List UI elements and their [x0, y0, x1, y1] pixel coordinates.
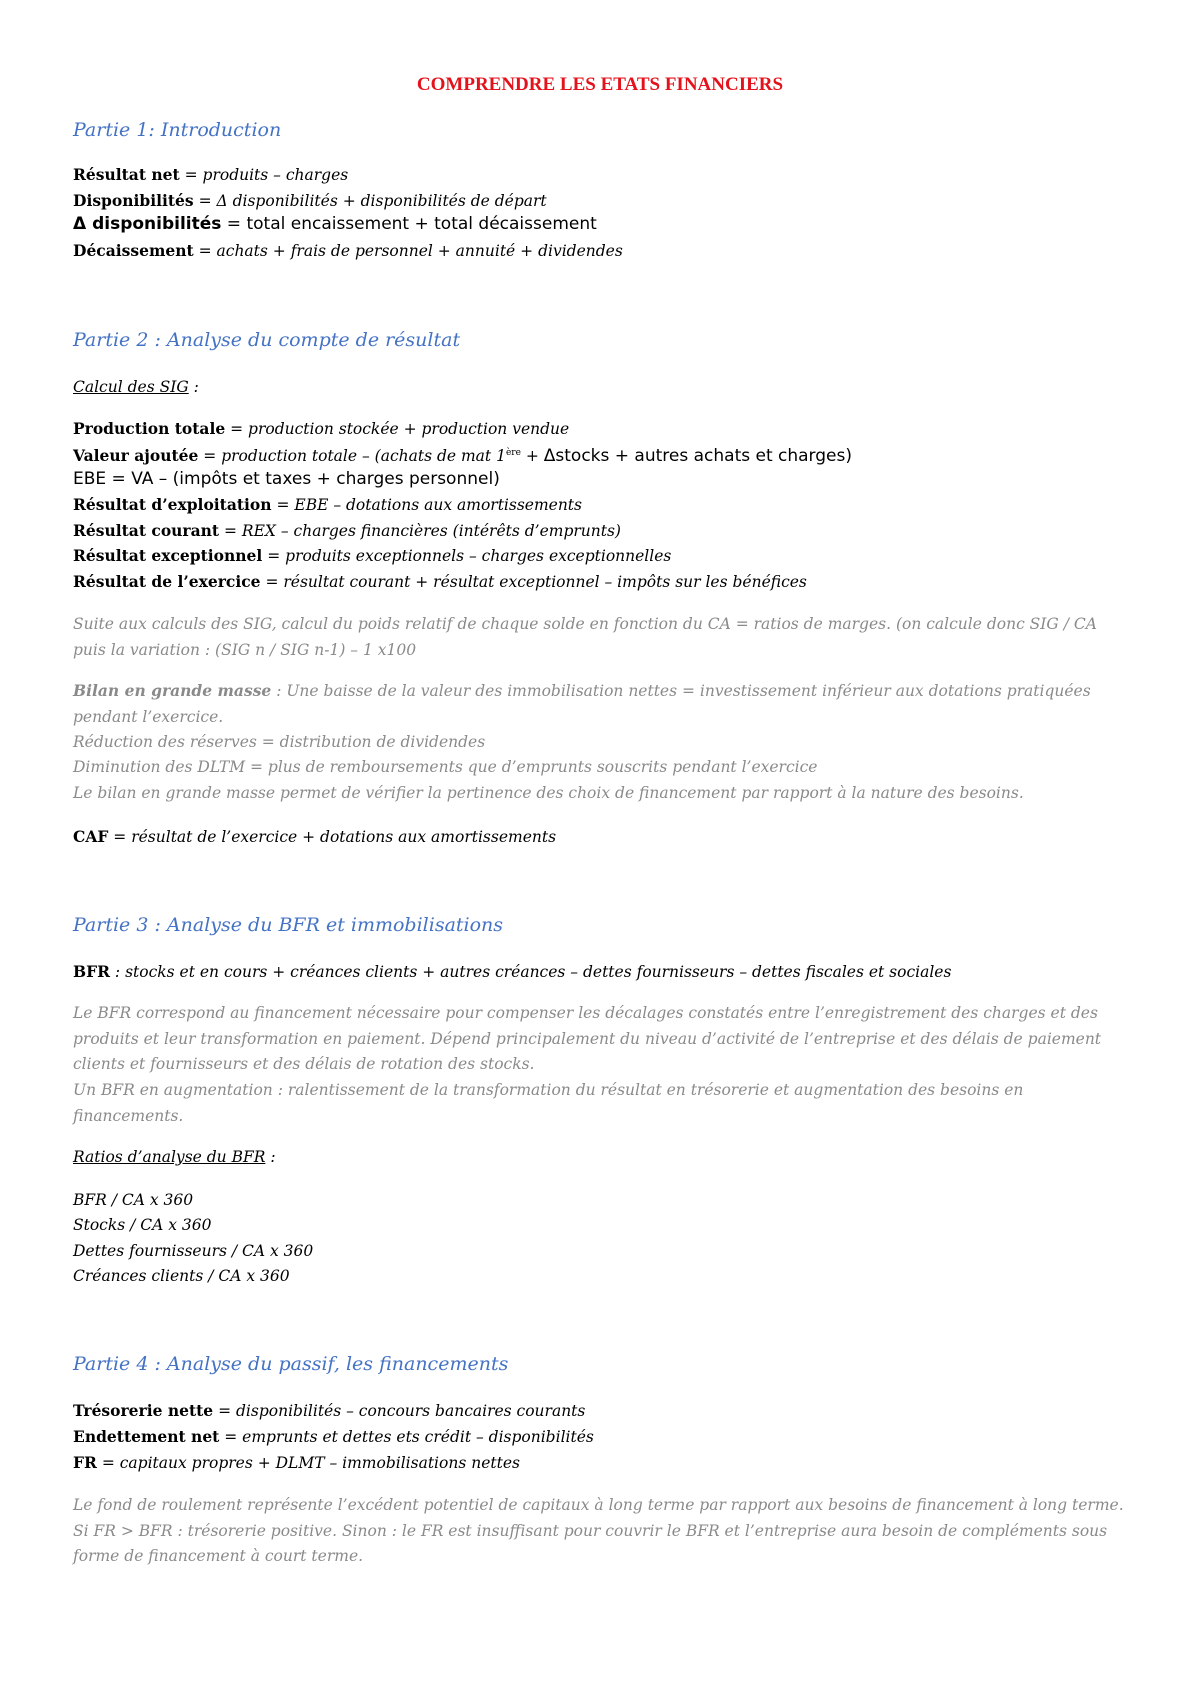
formula-fr [73, 1452, 520, 1474]
definition: = produits – charges [179, 166, 349, 184]
ratio-item [73, 1265, 290, 1287]
formula-production-totale [73, 418, 569, 440]
term: Résultat net [73, 165, 180, 184]
definition: Δstocks + autres achats et charges) [543, 446, 852, 467]
term: Disponibilités [73, 191, 194, 210]
subheading-sig [73, 376, 199, 398]
ratio-item [73, 1214, 212, 1236]
ratio-text: Dettes fournisseurs / CA x 360 [73, 1242, 314, 1260]
term: Résultat d’exploitation [73, 495, 272, 514]
term: Trésorerie nette [73, 1401, 214, 1420]
superscript: ère [505, 448, 521, 458]
formula-ebe: EBE = VA – (impôts et taxes + charges personnel) [73, 469, 500, 489]
section-heading-1: Partie 1: Introduction [73, 119, 282, 141]
document-title: COMPRENDRE LES ETATS FINANCIERS [416, 74, 784, 95]
ratio-item [73, 1189, 193, 1211]
term: Valeur ajoutée [73, 446, 199, 466]
note-bfr-definition: Le BFR correspond au financement nécessaire pour compenser les décalages constatés entre l’enregistrement des charges et des produits et leur transformation en paiement. Dépend principalement du niveau d’activité de l’entreprise et des délais de paiement clients et fournisseurs et des délais de rotation des stocks. [73, 1004, 1102, 1073]
definition: = production totale – (achats de mat 1 [198, 447, 506, 466]
formula-tresorerie-nette [73, 1400, 585, 1422]
formula-endettement-net [73, 1426, 594, 1448]
term: Bilan en grande masse [73, 681, 272, 700]
definition: = capitaux propres + DLMT – immobilisations nettes [96, 1454, 520, 1472]
definition: = total encaissement + total décaissement [221, 214, 597, 234]
definition: = production stockée + production vendue [225, 420, 570, 438]
note-reserves: Réduction des réserves = distribution de dividendes [73, 733, 486, 751]
definition: = produits exceptionnels – charges exceptionnelles [262, 547, 672, 565]
definition: = REX – charges financières (intérêts d’emprunts) [219, 522, 621, 540]
term: Δ disponibilités [73, 214, 222, 234]
section-heading-3: Partie 3 : Analyse du BFR et immobilisations [73, 914, 504, 936]
subheading-text: Ratios d’analyse du BFR [73, 1148, 266, 1166]
formula-decaissement [73, 240, 623, 262]
ratio-text: Créances clients / CA x 360 [73, 1267, 290, 1285]
definition: = emprunts et dettes ets crédit – disponibilités [219, 1428, 594, 1446]
ratio-text: Stocks / CA x 360 [73, 1216, 212, 1234]
term: Résultat de l’exercice [73, 572, 261, 591]
note-ratios-marges: Suite aux calculs des SIG, calcul du poids relatif de chaque solde en fonction du CA = ratios de marges. (on calcule donc SIG / CA puis la variation : (SIG n / SIG n-1) – 1 x100 [73, 615, 1097, 659]
definition: = Δ disponibilités + disponibilités de départ [193, 192, 547, 210]
formula-resultat-courant [73, 520, 621, 542]
definition: = EBE – dotations aux amortissements [271, 496, 582, 514]
definition: : Une baisse de la valeur des immobilisation nettes = investissement inférieur aux dotations pratiquées pendant l’exercice. [73, 682, 1091, 726]
ratio-text: BFR / CA x 360 [73, 1191, 194, 1209]
term: Production totale [73, 419, 226, 438]
note-bilan-grande-masse [73, 678, 1133, 730]
subheading-text: Calcul des SIG [73, 378, 189, 396]
term: Décaissement [73, 241, 194, 260]
formula-resultat-exploitation [73, 494, 582, 516]
definition: = résultat courant + résultat exceptionnel – impôts sur les bénéfices [260, 573, 807, 591]
section-heading-2: Partie 2 : Analyse du compte de résultat [73, 329, 461, 351]
term: CAF [73, 827, 109, 846]
definition: : stocks et en cours + créances clients + autres créances – dettes fournisseurs – dettes fiscales et sociales [110, 963, 952, 981]
formula-caf [73, 826, 556, 848]
note-bfr-augmentation: Un BFR en augmentation : ralentissement de la transformation du résultat en trésorerie et augmentation des besoins en financements. [73, 1081, 1024, 1125]
definition: = résultat de l’exercice + dotations aux amortissements [108, 828, 557, 846]
note-bilan-pertinence: Le bilan en grande masse permet de vérifier la pertinence des choix de financement par rapport à la nature des besoins. [73, 784, 1024, 802]
definition: = disponibilités – concours bancaires courants [213, 1402, 586, 1420]
formula-resultat-exceptionnel [73, 545, 671, 567]
note-dltm: Diminution des DLTM = plus de remboursements que d’emprunts souscrits pendant l’exercice [73, 758, 818, 776]
term: Résultat exceptionnel [73, 546, 263, 565]
ratio-item [73, 1240, 313, 1262]
definition: + [520, 447, 544, 466]
term: Résultat courant [73, 521, 220, 540]
subheading-suffix: : [188, 378, 199, 396]
formula-resultat-net [73, 164, 348, 186]
formula-resultat-exercice [73, 571, 807, 593]
formula-delta-disponibilites [73, 213, 597, 235]
subheading-ratios-bfr [73, 1146, 276, 1168]
formula-valeur-ajoutee [73, 442, 852, 467]
term: Endettement net [73, 1427, 220, 1446]
note-fond-de-roulement: Le fond de roulement représente l’excédent potentiel de capitaux à long terme par rapport aux besoins de financement à long terme. Si FR > BFR : trésorerie positive. Sinon : le FR est insuffisant pour couvrir le BFR et l’entreprise aura besoin de compléments sous forme de financement à court terme. [73, 1496, 1124, 1565]
term: FR [73, 1453, 97, 1472]
section-heading-4: Partie 4 : Analyse du passif, les financements [73, 1353, 509, 1375]
subheading-suffix: : [265, 1148, 276, 1166]
definition: = achats + frais de personnel + annuité + dividendes [193, 242, 623, 260]
formula-disponibilites [73, 190, 547, 212]
formula-bfr [73, 961, 951, 983]
term: BFR [73, 962, 110, 981]
